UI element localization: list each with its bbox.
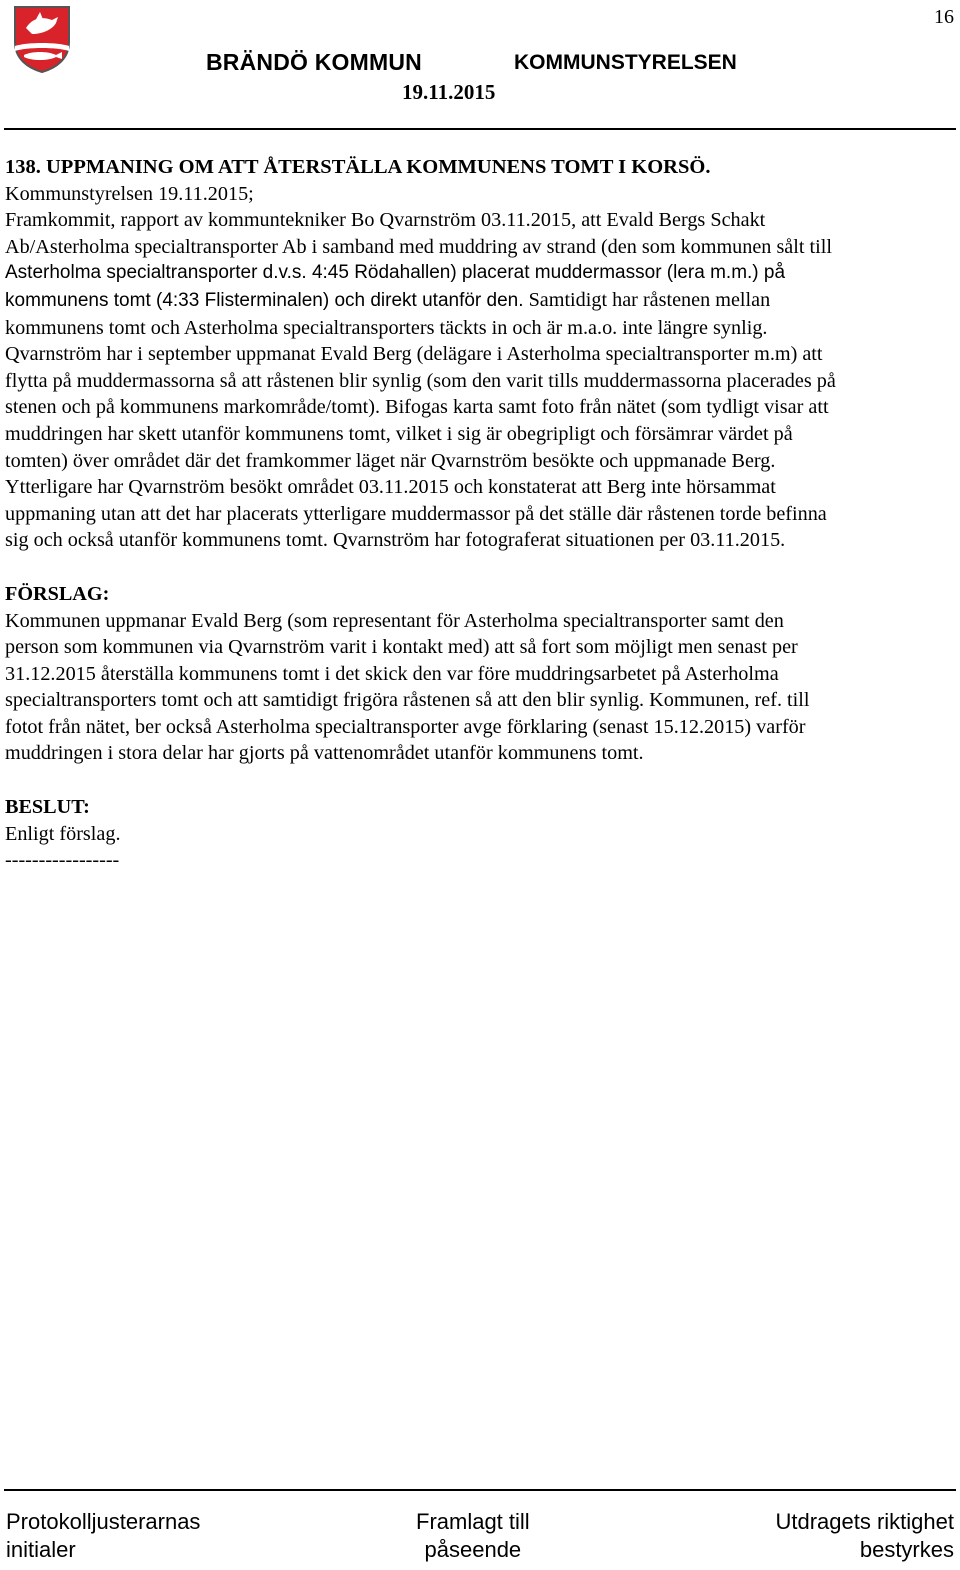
- intro-line: Framkommit, rapport av kommuntekniker Bo Qvarnström 03.11.2015, att Evald Bergs Schakt: [5, 209, 766, 232]
- proposal-line: fotot från nätet, ber också Asterholma specialtransporter avge förklaring (senast 15.12.2015) varför: [5, 715, 806, 738]
- body-line: kommunens tomt och Asterholma specialtransporters täckts in och är m.a.o. inte längre synlig.: [5, 316, 768, 339]
- body-line: muddringen har skett utanför kommunens tomt, vilket i sig är obegripligt och försämrar värdet på: [5, 422, 793, 445]
- proposal-line: person som kommunen via Qvarnström varit i kontakt med) att så fort som möjligt men senast per: [5, 636, 798, 659]
- footer-initials-line2: initialer: [6, 1537, 76, 1562]
- municipal-crest-icon: [12, 4, 72, 74]
- body-line-sans-part: kommunens tomt (4:33 Flisterminalen) och direkt utanför den.: [5, 289, 524, 311]
- proposal-line: Kommunen uppmanar Evald Berg (som representant för Asterholma specialtransporter samt den: [5, 609, 784, 632]
- footer-displayed-line2: påseende: [424, 1537, 522, 1562]
- body-line-serif-part: Samtidigt har råstenen mellan: [523, 288, 771, 311]
- intro-line: Ab/Asterholma specialtransporter Ab i samband med muddring av strand (den som kommunen sålt till: [5, 235, 832, 258]
- footer-divider: [4, 1489, 956, 1491]
- footer-displayed-line1: Framlagt till: [416, 1509, 530, 1534]
- proposal-heading: FÖRSLAG:: [5, 582, 110, 605]
- footer-certified: [775, 1508, 954, 1564]
- header-divider: [4, 128, 956, 130]
- proposal-line: 31.12.2015 återställa kommunens tomt i det skick den var före muddringsarbetet på Asterholma: [5, 662, 779, 685]
- footer-certified-line1: Utdragets riktighet: [775, 1509, 954, 1534]
- footer-certified-line2: bestyrkes: [859, 1537, 954, 1562]
- footer-initials: [6, 1508, 200, 1564]
- meeting-date: 19.11.2015: [402, 80, 496, 104]
- body-line: stenen och på kommunens markområde/tomt). Bifogas karta samt foto från nätet (som tydligt visar att: [5, 396, 829, 419]
- body-line: Ytterligare har Qvarnström besökt området 03.11.2015 och konstaterat att Berg inte hörsammat: [5, 476, 776, 499]
- body-line: uppmaning utan att det har placerats ytterligare muddermassor på det ställe där råstenen torde befinna: [5, 502, 827, 525]
- section-title: 138. UPPMANING OM ATT ÅTERSTÄLLA KOMMUNENS TOMT I KORSÖ.: [5, 156, 711, 178]
- proposal-line: muddringen i stora delar har gjorts på vattenområdet utanför kommunens tomt.: [5, 742, 644, 765]
- body-line: Qvarnström har i september uppmanat Evald Berg (delägare i Asterholma specialtransporter m.m) att: [5, 343, 823, 366]
- footer-displayed: [416, 1508, 530, 1564]
- intro-line: Kommunstyrelsen 19.11.2015;: [5, 182, 254, 205]
- body-line: Asterholma specialtransporter d.v.s. 4:45 Rödahallen) placerat muddermassor (lera m.m.) på: [5, 262, 786, 284]
- body-line: sig och också utanför kommunens tomt. Qvarnström har fotograferat situationen per 03.11.2015.: [5, 529, 786, 552]
- footer-initials-line1: Protokolljusterarnas: [6, 1509, 201, 1534]
- body-line: flytta på muddermassorna så att råstenen blir synlig (som den varit tills muddermassorna placerades på: [5, 369, 836, 392]
- decision-text: Enligt förslag.: [5, 822, 121, 845]
- municipality-name: BRÄNDÖ KOMMUN: [206, 49, 422, 75]
- body-line: tomten) över området där det framkommer läget när Qvarnström besökte och uppmanade Berg.: [5, 449, 776, 472]
- document-body: [5, 154, 957, 874]
- department-name: KOMMUNSTYRELSEN: [514, 51, 737, 74]
- decision-separator: -----------------: [5, 849, 120, 872]
- page-number: 16: [934, 6, 954, 28]
- body-line-mixed: [5, 287, 957, 315]
- decision-heading: BESLUT:: [5, 796, 90, 819]
- proposal-line: specialtransporters tomt och att samtidigt frigöra råstenen så att den blir synlig. Kommunen, ref. till: [5, 689, 810, 712]
